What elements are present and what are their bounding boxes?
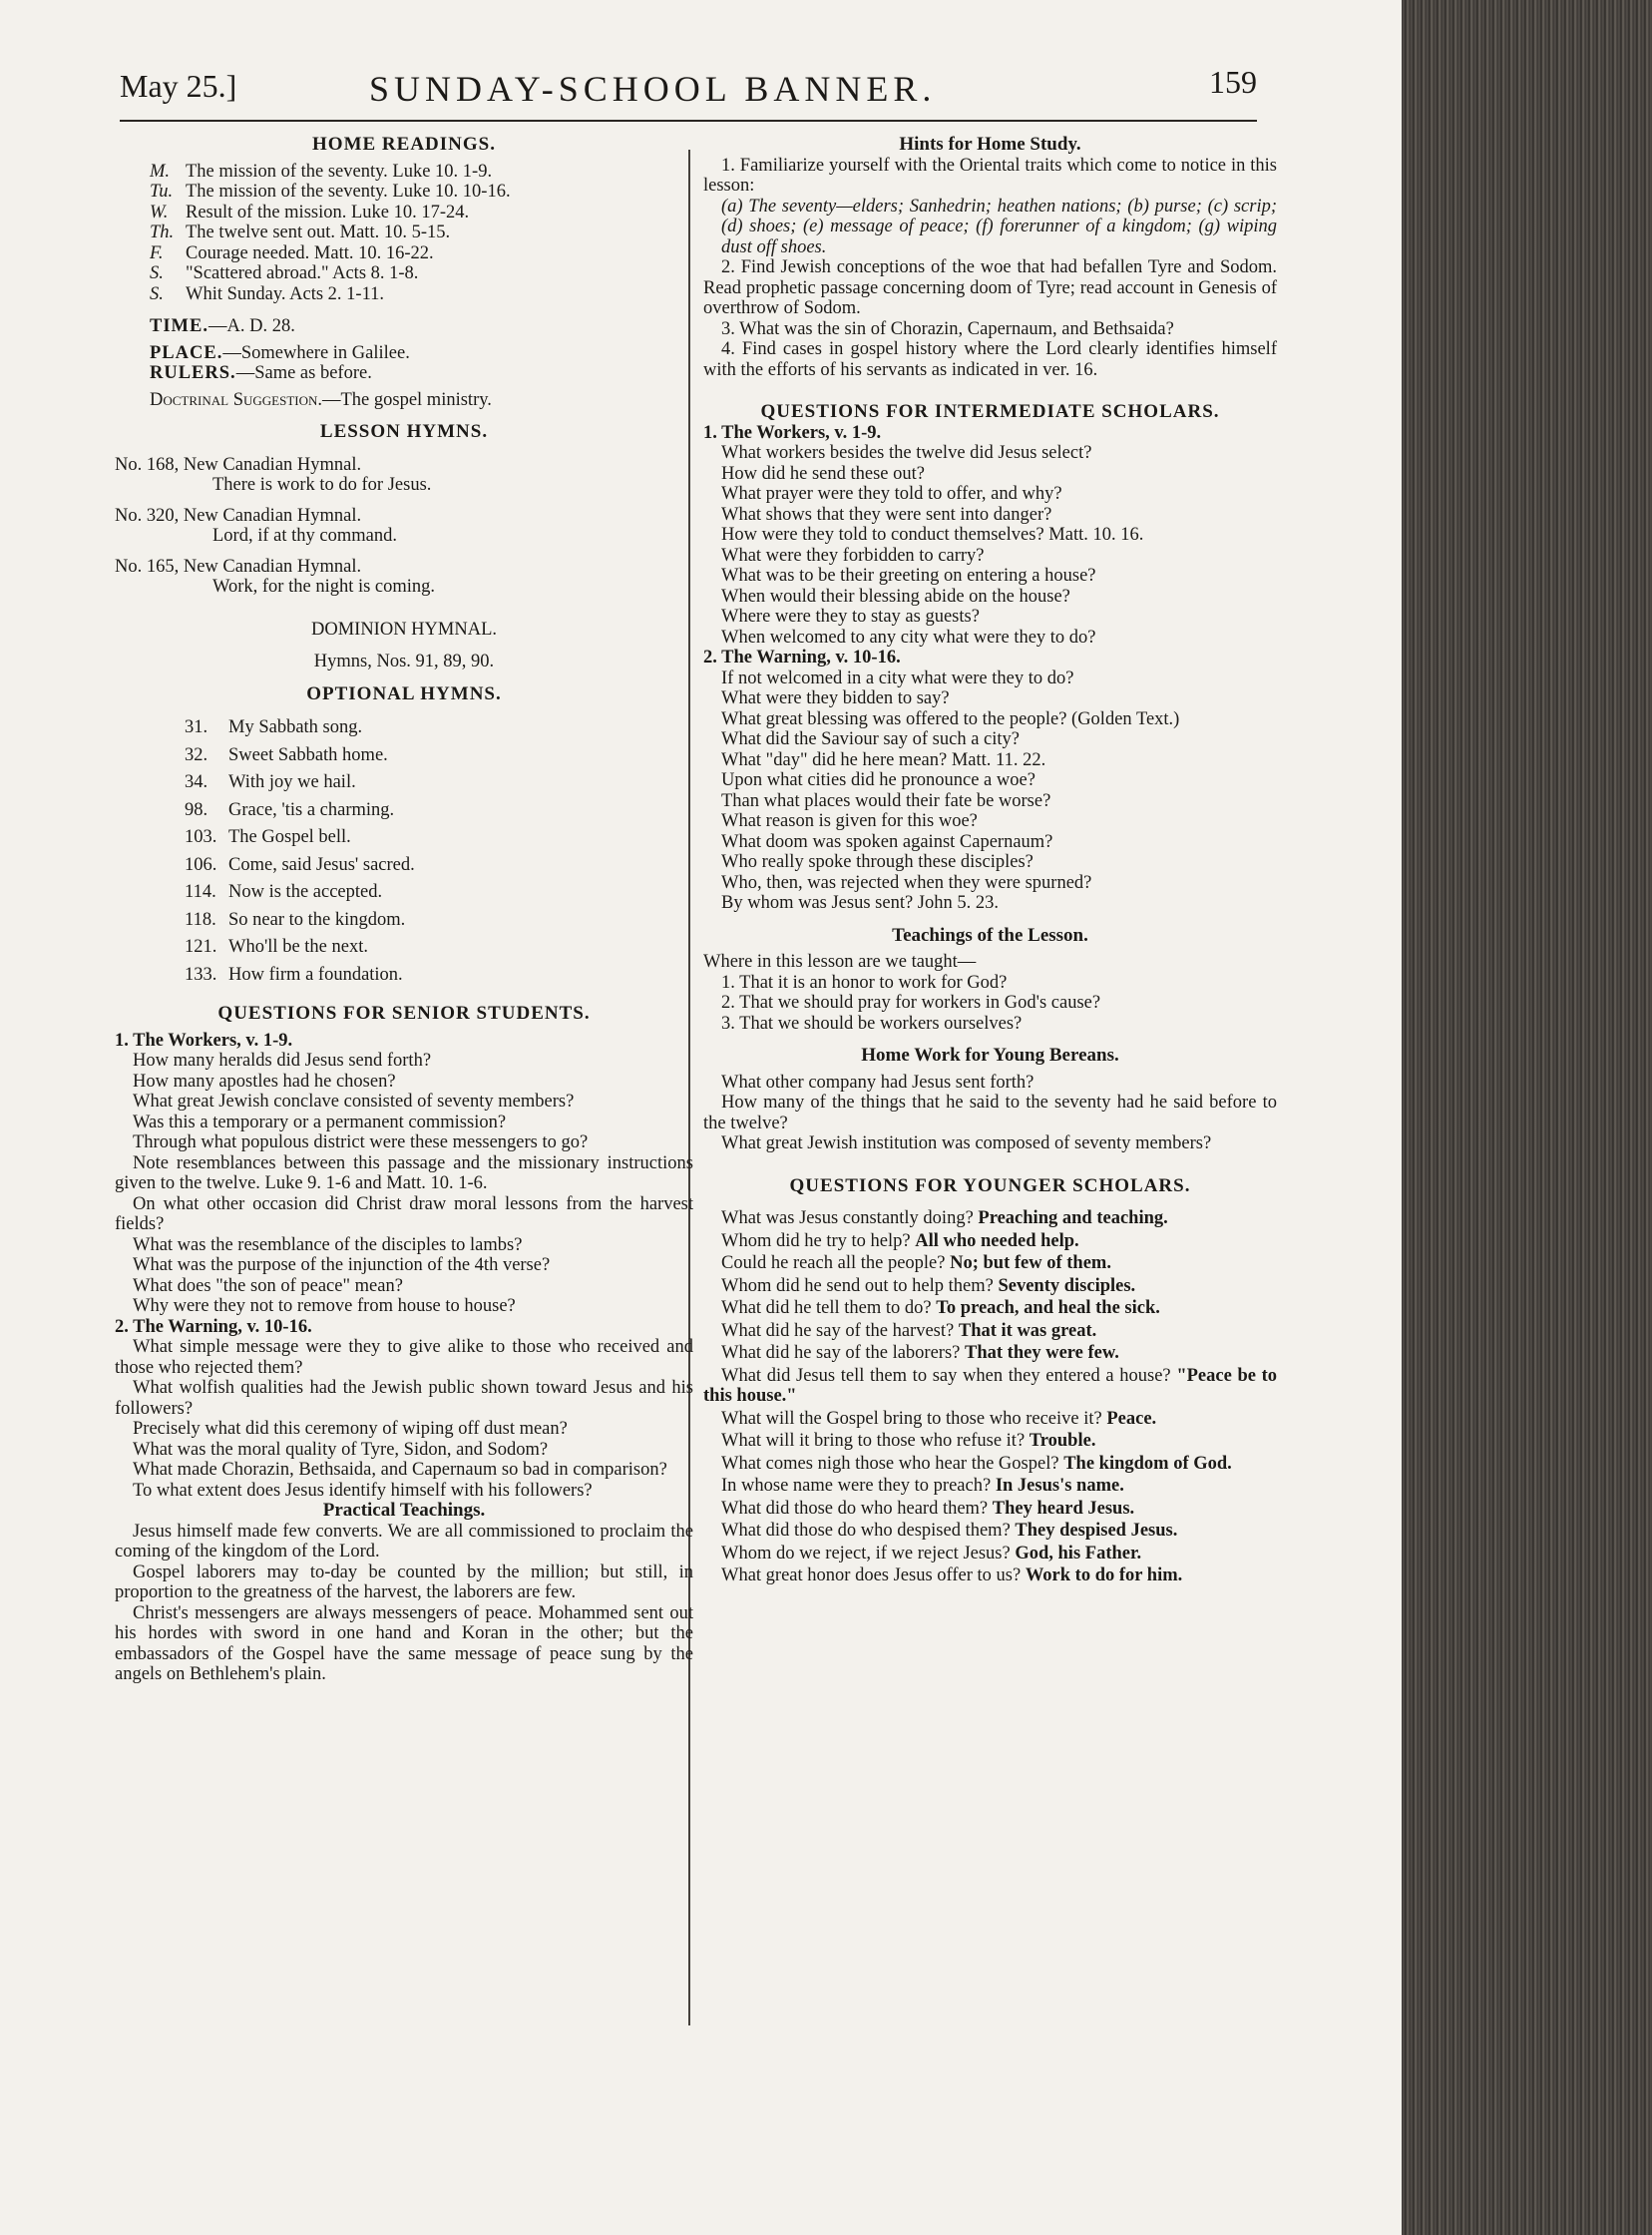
question: Whom do we reject, if we reject Jesus? xyxy=(721,1543,1011,1564)
question: What great blessing was offered to the people? (Golden Text.) xyxy=(721,708,1180,729)
question: What did he tell them to do? xyxy=(721,1298,932,1318)
question: What did Jesus tell them to say when they entered a house? xyxy=(721,1365,1171,1386)
reading-day: F. xyxy=(150,242,164,263)
hint-4: 4. Find cases in gospel history where the Lord clearly identifies himself with the efforts of his servants as indicated in ver. 16. xyxy=(703,339,1277,380)
reading-day: W. xyxy=(150,202,169,223)
optional-hymns-list xyxy=(115,717,693,985)
practical-teachings xyxy=(115,1522,693,1685)
qa-item xyxy=(703,1321,1277,1342)
optional-hymn-title: My Sabbath song. xyxy=(228,717,363,737)
younger-questions-heading: QUESTIONS FOR YOUNGER SCHOLARS. xyxy=(789,1174,1191,1196)
optional-hymn-number: 103. xyxy=(185,827,217,847)
lesson-hymns-heading: LESSON HYMNS. xyxy=(319,421,489,442)
question: What prayer were they told to offer, and why? xyxy=(721,484,1062,504)
younger-questions xyxy=(703,1208,1277,1586)
question: What comes nigh those who hear the Gospel? xyxy=(721,1453,1059,1474)
teachings-intro: Where in this lesson are we taught— xyxy=(703,952,977,972)
hint-1: 1. Familiarize yourself with the Oriental traits which come to notice in this lesson: xyxy=(703,155,1277,196)
answer: That it was great. xyxy=(958,1320,1097,1341)
teaching-paragraph: Gospel laborers may to-day be counted by the million; but still, in proportion to the greatness of the harvest, the laborers are few. xyxy=(115,1562,693,1602)
question: What reason is given for this woe? xyxy=(721,811,978,831)
optional-hymn xyxy=(115,910,693,931)
question: To what extent does Jesus identify himself with his followers? xyxy=(133,1480,593,1501)
lesson-hymns-list xyxy=(115,455,693,598)
question: What shows that they were sent into danger? xyxy=(721,504,1052,525)
question: What other company had Jesus sent forth? xyxy=(721,1072,1034,1093)
question: Who really spoke through these disciples? xyxy=(721,852,1033,872)
teachings-list xyxy=(703,973,1277,1035)
question: Whom did he send out to help them? xyxy=(721,1275,994,1296)
reading-day: Tu. xyxy=(150,182,174,202)
reading-item xyxy=(115,182,693,203)
place-line xyxy=(115,343,693,364)
answer: That they were few. xyxy=(965,1343,1119,1363)
answer: Work to do for him. xyxy=(1025,1565,1183,1585)
doctrinal-label: Doctrinal Suggestion. xyxy=(150,389,322,410)
qa-item xyxy=(703,1208,1277,1229)
page-number: 159 xyxy=(1209,64,1257,100)
senior-workers-questions xyxy=(115,1051,693,1317)
optional-hymn-title: With joy we hail. xyxy=(228,772,356,792)
hymn-number: No. 165, New Canadian Hymnal. xyxy=(115,556,362,577)
lesson-hymn xyxy=(115,506,693,547)
question: How many of the things that he said to the seventy had he said before to the twelve? xyxy=(703,1093,1277,1133)
optional-hymn-number: 98. xyxy=(185,799,208,820)
teaching-paragraph: Jesus himself made few converts. We are all commissioned to proclaim the coming of the kingdom of the Lord. xyxy=(115,1521,693,1562)
optional-hymn xyxy=(115,827,693,848)
question: What did the Saviour say of such a city? xyxy=(721,729,1020,749)
hints-heading: Hints for Home Study. xyxy=(899,134,1081,155)
question: What doom was spoken against Capernaum? xyxy=(721,831,1053,852)
senior-section-workers: 1. The Workers, v. 1-9. xyxy=(115,1030,293,1051)
question: What did those do who despised them? xyxy=(721,1521,1011,1541)
optional-hymn-number: 106. xyxy=(185,854,217,875)
left-column xyxy=(115,135,693,1685)
question: What was the resemblance of the disciples to lambs? xyxy=(133,1234,523,1255)
optional-hymn-number: 32. xyxy=(185,744,208,765)
reading-text: "Scattered abroad." Acts 8. 1-8. xyxy=(186,263,419,283)
qa-item xyxy=(703,1499,1277,1520)
hymn-number: No. 320, New Canadian Hymnal. xyxy=(115,505,362,526)
reading-day: S. xyxy=(150,283,164,304)
question: When would their blessing abide on the house? xyxy=(721,586,1070,607)
senior-questions-heading: QUESTIONS FOR SENIOR STUDENTS. xyxy=(217,1003,591,1024)
home-readings-heading: HOME READINGS. xyxy=(312,134,496,155)
question: In whose name were they to preach? xyxy=(721,1476,992,1496)
qa-item xyxy=(703,1565,1277,1586)
optional-hymn-number: 133. xyxy=(185,964,217,985)
question: What great Jewish institution was composed of seventy members? xyxy=(721,1133,1212,1153)
question: Through what populous district were these messengers to go? xyxy=(133,1132,589,1152)
question: If not welcomed in a city what were they to do? xyxy=(721,668,1074,688)
question: Precisely what did this ceremony of wiping off dust mean? xyxy=(133,1419,568,1439)
book-page-edges xyxy=(1402,0,1652,2235)
question: What were they bidden to say? xyxy=(721,688,950,708)
question: What made Chorazin, Bethsaida, and Capernaum so bad in comparison? xyxy=(133,1460,667,1480)
question: How did he send these out? xyxy=(721,463,925,484)
header-title: SUNDAY-SCHOOL BANNER. xyxy=(369,69,937,109)
question: On what other occasion did Christ draw moral lessons from the harvest fields? xyxy=(115,1193,693,1234)
question: What will the Gospel bring to those who receive it? xyxy=(721,1408,1102,1429)
question: How many apostles had he chosen? xyxy=(133,1071,396,1092)
question: Who, then, was rejected when they were spurned? xyxy=(721,872,1092,893)
qa-item xyxy=(703,1476,1277,1497)
question: How many heralds did Jesus send forth? xyxy=(133,1051,432,1071)
question: Note resemblances between this passage and the missionary instructions given to the twelve. Luke 9. 1-6 and Matt. 10. 1-6. xyxy=(115,1152,693,1193)
lesson-hymn xyxy=(115,557,693,598)
question: Than what places would their fate be worse? xyxy=(721,790,1051,811)
rulers-line xyxy=(115,363,693,384)
optional-hymn-title: How firm a foundation. xyxy=(228,964,403,985)
reading-text: Whit Sunday. Acts 2. 1-11. xyxy=(186,283,385,304)
qa-item xyxy=(703,1431,1277,1452)
answer: They heard Jesus. xyxy=(992,1498,1135,1519)
qa-item xyxy=(703,1231,1277,1252)
answer: Seventy disciples. xyxy=(998,1275,1136,1296)
doctrinal-line xyxy=(115,390,693,411)
qa-item xyxy=(703,1253,1277,1274)
question: What "day" did he here mean? Matt. 11. 22. xyxy=(721,749,1046,770)
answer: All who needed help. xyxy=(915,1230,1079,1251)
hymn-title: There is work to do for Jesus. xyxy=(212,475,432,495)
optional-hymn-title: So near to the kingdom. xyxy=(228,909,406,930)
question: What was the purpose of the injunction of the 4th verse? xyxy=(133,1255,551,1275)
home-readings-list xyxy=(115,162,693,305)
answer: The kingdom of God. xyxy=(1063,1453,1232,1474)
reading-day: M. xyxy=(150,161,171,182)
answer: They despised Jesus. xyxy=(1015,1521,1178,1541)
reading-item xyxy=(115,243,693,264)
qa-item xyxy=(703,1521,1277,1542)
practical-teachings-heading: Practical Teachings. xyxy=(322,1500,486,1521)
question: How were they told to conduct themselves? Matt. 10. 16. xyxy=(721,525,1144,545)
question: Whom did he try to help? xyxy=(721,1230,911,1251)
teaching-item: 1. That it is an honor to work for God? xyxy=(721,972,1008,993)
answer: Preaching and teaching. xyxy=(978,1208,1168,1228)
question: What did those do who heard them? xyxy=(721,1498,989,1519)
reading-day: Th. xyxy=(150,223,175,242)
question: Could he reach all the people? xyxy=(721,1253,946,1273)
rulers-value: —Same as before. xyxy=(235,363,372,383)
qa-item xyxy=(703,1343,1277,1364)
intermediate-section-workers: 1. The Workers, v. 1-9. xyxy=(703,422,882,443)
senior-section-warning: 2. The Warning, v. 10-16. xyxy=(115,1316,312,1337)
optional-hymn xyxy=(115,800,693,821)
optional-hymn xyxy=(115,965,693,986)
reading-text: The mission of the seventy. Luke 10. 1-9. xyxy=(186,161,493,182)
hymn-title: Lord, if at thy command. xyxy=(212,526,397,546)
optional-hymn-title: Come, said Jesus' sacred. xyxy=(228,854,415,875)
question: What were they forbidden to carry? xyxy=(721,545,985,566)
answer: In Jesus's name. xyxy=(995,1476,1124,1496)
reading-item xyxy=(115,263,693,284)
answer: Peace. xyxy=(1106,1408,1157,1429)
optional-hymn-title: Who'll be the next. xyxy=(228,937,368,957)
optional-hymn-number: 121. xyxy=(185,937,217,957)
question: Why were they not to remove from house to house? xyxy=(133,1296,516,1316)
optional-hymn xyxy=(115,772,693,793)
question: What will it bring to those who refuse it? xyxy=(721,1431,1026,1451)
hint-1-list: (a) The seventy—elders; Sanhedrin; heathen nations; (b) purse; (c) scrip; (d) shoes; (e) message of peace; (f) forerunner of a kingdom; (g) wiping dust off shoes. xyxy=(721,196,1277,257)
question: What was to be their greeting on entering a house? xyxy=(721,566,1096,586)
optional-hymn-number: 118. xyxy=(185,909,216,930)
optional-hymn xyxy=(115,855,693,876)
optional-hymn xyxy=(115,937,693,958)
optional-hymn xyxy=(115,882,693,903)
optional-hymn-number: 34. xyxy=(185,772,208,792)
dominion-hymns-numbers: Hymns, Nos. 91, 89, 90. xyxy=(313,652,495,671)
hint-2: 2. Find Jewish conceptions of the woe that had befallen Tyre and Sodom. Read prophetic passage concerning doom of Tyre; read account in Genesis of overthrow of Sodom. xyxy=(703,257,1277,318)
reading-text: Courage needed. Matt. 10. 16-22. xyxy=(186,242,434,263)
optional-hymn-number: 114. xyxy=(185,882,216,902)
intermediate-questions-heading: QUESTIONS FOR INTERMEDIATE SCHOLARS. xyxy=(760,401,1220,422)
answer: No; but few of them. xyxy=(950,1253,1111,1273)
qa-item xyxy=(703,1454,1277,1475)
reading-item xyxy=(115,203,693,224)
qa-item xyxy=(703,1276,1277,1297)
reading-day: S. xyxy=(150,263,164,283)
reading-text: Result of the mission. Luke 10. 17-24. xyxy=(186,202,470,223)
intermediate-section-warning: 2. The Warning, v. 10-16. xyxy=(703,648,901,668)
intermediate-workers-questions xyxy=(703,443,1277,648)
question: What great Jewish conclave consisted of seventy members? xyxy=(133,1092,575,1112)
answer: "Peace be to this house." xyxy=(703,1365,1278,1406)
question: What simple message were they to give alike to those who received and those who rejected them? xyxy=(115,1337,693,1378)
optional-hymn-number: 31. xyxy=(185,717,208,737)
lesson-hymn xyxy=(115,455,693,496)
question: What does "the son of peace" mean? xyxy=(133,1275,403,1296)
teaching-item: 2. That we should pray for workers in God's cause? xyxy=(721,993,1101,1013)
place-label: PLACE. xyxy=(150,342,223,363)
optional-hymn xyxy=(115,745,693,766)
qa-item xyxy=(703,1366,1277,1407)
right-column xyxy=(703,135,1277,1588)
optional-hymn-title: The Gospel bell. xyxy=(228,827,351,847)
qa-item xyxy=(703,1298,1277,1319)
question: What wolfish qualities had the Jewish public shown toward Jesus and his followers? xyxy=(115,1378,693,1419)
hymn-title: Work, for the night is coming. xyxy=(212,577,436,597)
teaching-item: 3. That we should be workers ourselves? xyxy=(721,1013,1023,1034)
question: What did he say of the laborers? xyxy=(721,1343,961,1363)
reading-text: The mission of the seventy. Luke 10. 10-16. xyxy=(186,182,511,202)
reading-item xyxy=(115,162,693,183)
question: What was the moral quality of Tyre, Sidon, and Sodom? xyxy=(133,1439,549,1460)
place-value: —Somewhere in Galilee. xyxy=(222,342,410,363)
dominion-hymnal-heading: DOMINION HYMNAL. xyxy=(310,619,497,640)
header-date: May 25.] xyxy=(120,68,237,104)
qa-item xyxy=(703,1544,1277,1564)
optional-hymn-title: Now is the accepted. xyxy=(228,882,383,902)
question: When welcomed to any city what were they to do? xyxy=(721,627,1096,648)
hymn-number: No. 168, New Canadian Hymnal. xyxy=(115,454,362,475)
question: Was this a temporary or a permanent commission? xyxy=(133,1112,507,1132)
question: What was Jesus constantly doing? xyxy=(721,1208,974,1228)
senior-warning-questions xyxy=(115,1337,693,1501)
optional-hymns-heading: OPTIONAL HYMNS. xyxy=(306,682,502,704)
hint-3: 3. What was the sin of Chorazin, Capernaum, and Bethsaida? xyxy=(721,318,1174,339)
optional-hymn-title: Sweet Sabbath home. xyxy=(228,744,388,765)
question: What did he say of the harvest? xyxy=(721,1320,955,1341)
time-line xyxy=(115,316,693,337)
optional-hymn xyxy=(115,717,693,738)
reading-item xyxy=(115,223,693,243)
teaching-paragraph: Christ's messengers are always messengers of peace. Mohammed sent out his hordes with sword in one hand and Koran in the other; but the embassadors of the Gospel have the same message of peace sung by the angels on Bethlehem's plain. xyxy=(115,1602,693,1684)
intermediate-warning-questions xyxy=(703,669,1277,914)
doctrinal-value: —The gospel ministry. xyxy=(322,389,492,410)
answer: God, his Father. xyxy=(1015,1543,1142,1564)
page-header xyxy=(120,60,1257,122)
teachings-heading: Teachings of the Lesson. xyxy=(892,924,1088,946)
reading-text: The twelve sent out. Matt. 10. 5-15. xyxy=(186,223,451,242)
question: By whom was Jesus sent? John 5. 23. xyxy=(721,893,1000,913)
optional-hymn-title: Grace, 'tis a charming. xyxy=(228,799,395,820)
answer: To preach, and heal the sick. xyxy=(936,1298,1160,1318)
time-value: —A. D. 28. xyxy=(207,316,295,336)
qa-item xyxy=(703,1409,1277,1430)
question: Where were they to stay as guests? xyxy=(721,607,980,627)
reading-item xyxy=(115,284,693,305)
question: Upon what cities did he pronounce a woe? xyxy=(721,770,1035,790)
bereans-heading: Home Work for Young Bereans. xyxy=(861,1045,1119,1066)
question: What great honor does Jesus offer to us? xyxy=(721,1565,1022,1585)
bereans-questions xyxy=(703,1073,1277,1154)
answer: Trouble. xyxy=(1029,1431,1096,1451)
rulers-label: RULERS. xyxy=(150,363,236,383)
question: What workers besides the twelve did Jesus select? xyxy=(721,443,1092,463)
time-label: TIME. xyxy=(150,316,208,336)
